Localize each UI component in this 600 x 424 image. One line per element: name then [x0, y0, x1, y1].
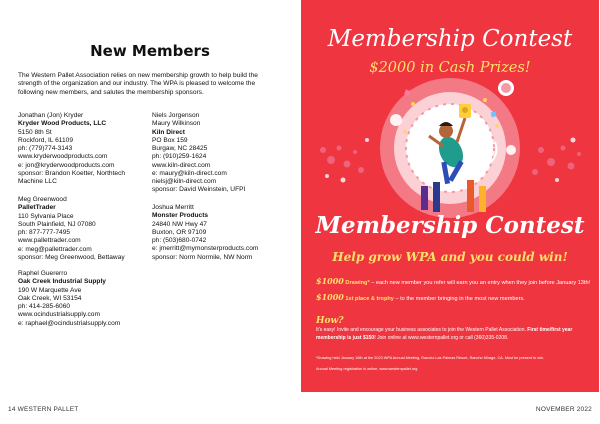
member-line: ph: (503)680-0742	[152, 237, 207, 244]
cash-prizes-subtitle: $2000 in Cash Prizes!	[369, 60, 531, 76]
how-text	[316, 327, 586, 343]
member-company: Monster Products	[152, 212, 209, 220]
member-line: sponsor: David Weinstein, UFPI	[152, 186, 246, 194]
member-line: Oak Creek, WI 53154	[18, 294, 82, 302]
member-name: Joshua Merritt	[152, 204, 194, 211]
member-line: nielsj@kiln-direct.com	[152, 178, 217, 185]
member-line: e: raphael@ocindustrialsupply.com	[18, 319, 121, 327]
member-entry	[18, 270, 120, 328]
member-line: sponsor: Brandon Koetter, Northtech	[18, 169, 126, 177]
member-entry	[152, 112, 245, 195]
membership-contest-poster	[301, 0, 599, 392]
member-line: e: maury@kiln-direct.com	[152, 169, 227, 177]
fine-print: *Drawing held January 16th at the 2023 WPA Annual Meeting, Rancho Las Palmas Resort, Rancho Mirage, CA. Must be present to win.	[316, 356, 545, 360]
member-line: www.ocindustrialsupply.com	[18, 311, 100, 319]
prize-amount: $1000	[316, 292, 344, 302]
member-line: ph: 414-285-6060	[18, 303, 71, 310]
member-line: PO Box 159	[152, 136, 188, 144]
member-line: www.pallettrader.com	[18, 237, 81, 245]
member-line: www.kryderwoodproducts.com	[18, 153, 108, 161]
member-line: ph: 877-777-7495	[18, 229, 71, 236]
member-line: ph: (910)259-1624	[152, 153, 207, 161]
member-line: 190 W Marquette Ave	[18, 286, 82, 294]
footer-page-label: 14 WESTERN PALLET	[8, 406, 79, 413]
member-line: 5150 8th St	[18, 128, 52, 136]
member-name: Raphel Guererro	[18, 270, 68, 277]
intro-paragraph: The Western Pallet Association relies on new membership growth to help build the strength of the organization and our industry. The WPA is pleased to welcome the following new members, and salutes the membership sponsors.	[18, 72, 258, 96]
member-company: PalletTrader	[18, 204, 56, 212]
how-text-part: Join online at www.westernpallet.org or call (360)335-0208.	[375, 334, 509, 341]
poster-heading: Membership Contest	[315, 212, 585, 239]
how-heading: How?	[316, 316, 344, 326]
page-title: New Members	[90, 42, 210, 60]
member-line: 110 Sylvania Place	[18, 212, 74, 220]
member-line: ph: (779)774-3143	[18, 145, 73, 152]
prize-label: 1st place & trophy	[345, 296, 394, 302]
poster-tagline: Help grow WPA and you could win!	[332, 250, 568, 264]
member-company: Kryder Wood Products, LLC	[18, 120, 107, 128]
prize-first-place	[316, 292, 525, 302]
prize-drawing	[316, 276, 590, 286]
member-line: sponsor: Meg Greenwood, Bettaway	[18, 253, 125, 261]
member-entry	[18, 112, 125, 186]
member-company: Oak Creek Industrial Supply	[18, 278, 106, 286]
member-name: Jonathan (Jon) Kryder	[18, 112, 84, 119]
prize-description: – to the member bringing in the most new members.	[393, 296, 525, 302]
member-name: Meg Greenwood	[18, 196, 67, 203]
member-line: Buxton, OR 97109	[152, 228, 207, 236]
member-line: sponsor: Norm Normile, NW Norm	[152, 253, 253, 261]
member-line: South Plainfield, NJ 07080	[18, 220, 96, 228]
member-name: Niels Jorgenson	[152, 112, 200, 119]
fine-print: Annual Meeting registration is online, www.westernpallet.org	[316, 367, 418, 371]
member-line: Burgaw, NC 28425	[152, 145, 208, 152]
member-line: Rockford, IL 61109	[18, 136, 73, 144]
member-line: Machine LLC	[18, 178, 57, 185]
poster-title: Membership Contest	[327, 26, 573, 52]
member-line: e: jmerritt@mymonsterproducts.com	[152, 245, 259, 253]
how-text-part: It's easy! Invite and encourage your business associates to join the Western Pallet Association.	[316, 327, 528, 333]
member-company: Maury Wilkinson	[152, 120, 201, 128]
member-entry	[152, 204, 258, 262]
member-line: e: jon@kryderwoodproducts.com	[18, 161, 115, 169]
prize-label: Drawing*	[345, 280, 370, 286]
member-line: e: meg@pallettrader.com	[18, 245, 92, 253]
member-entry	[18, 196, 125, 262]
prize-amount: $1000	[316, 276, 344, 286]
prize-description: – each new member you refer will earn you an entry when they join before January 13th!	[369, 280, 591, 286]
member-line: www.kiln-direct.com	[152, 161, 211, 169]
member-company: Kiln Direct	[152, 128, 185, 136]
member-line: 24840 NW Hwy 47	[152, 220, 207, 228]
how-text-bold: First time/first year membership is just $150!	[316, 327, 573, 341]
footer-date: NOVEMBER 2022	[535, 406, 592, 413]
